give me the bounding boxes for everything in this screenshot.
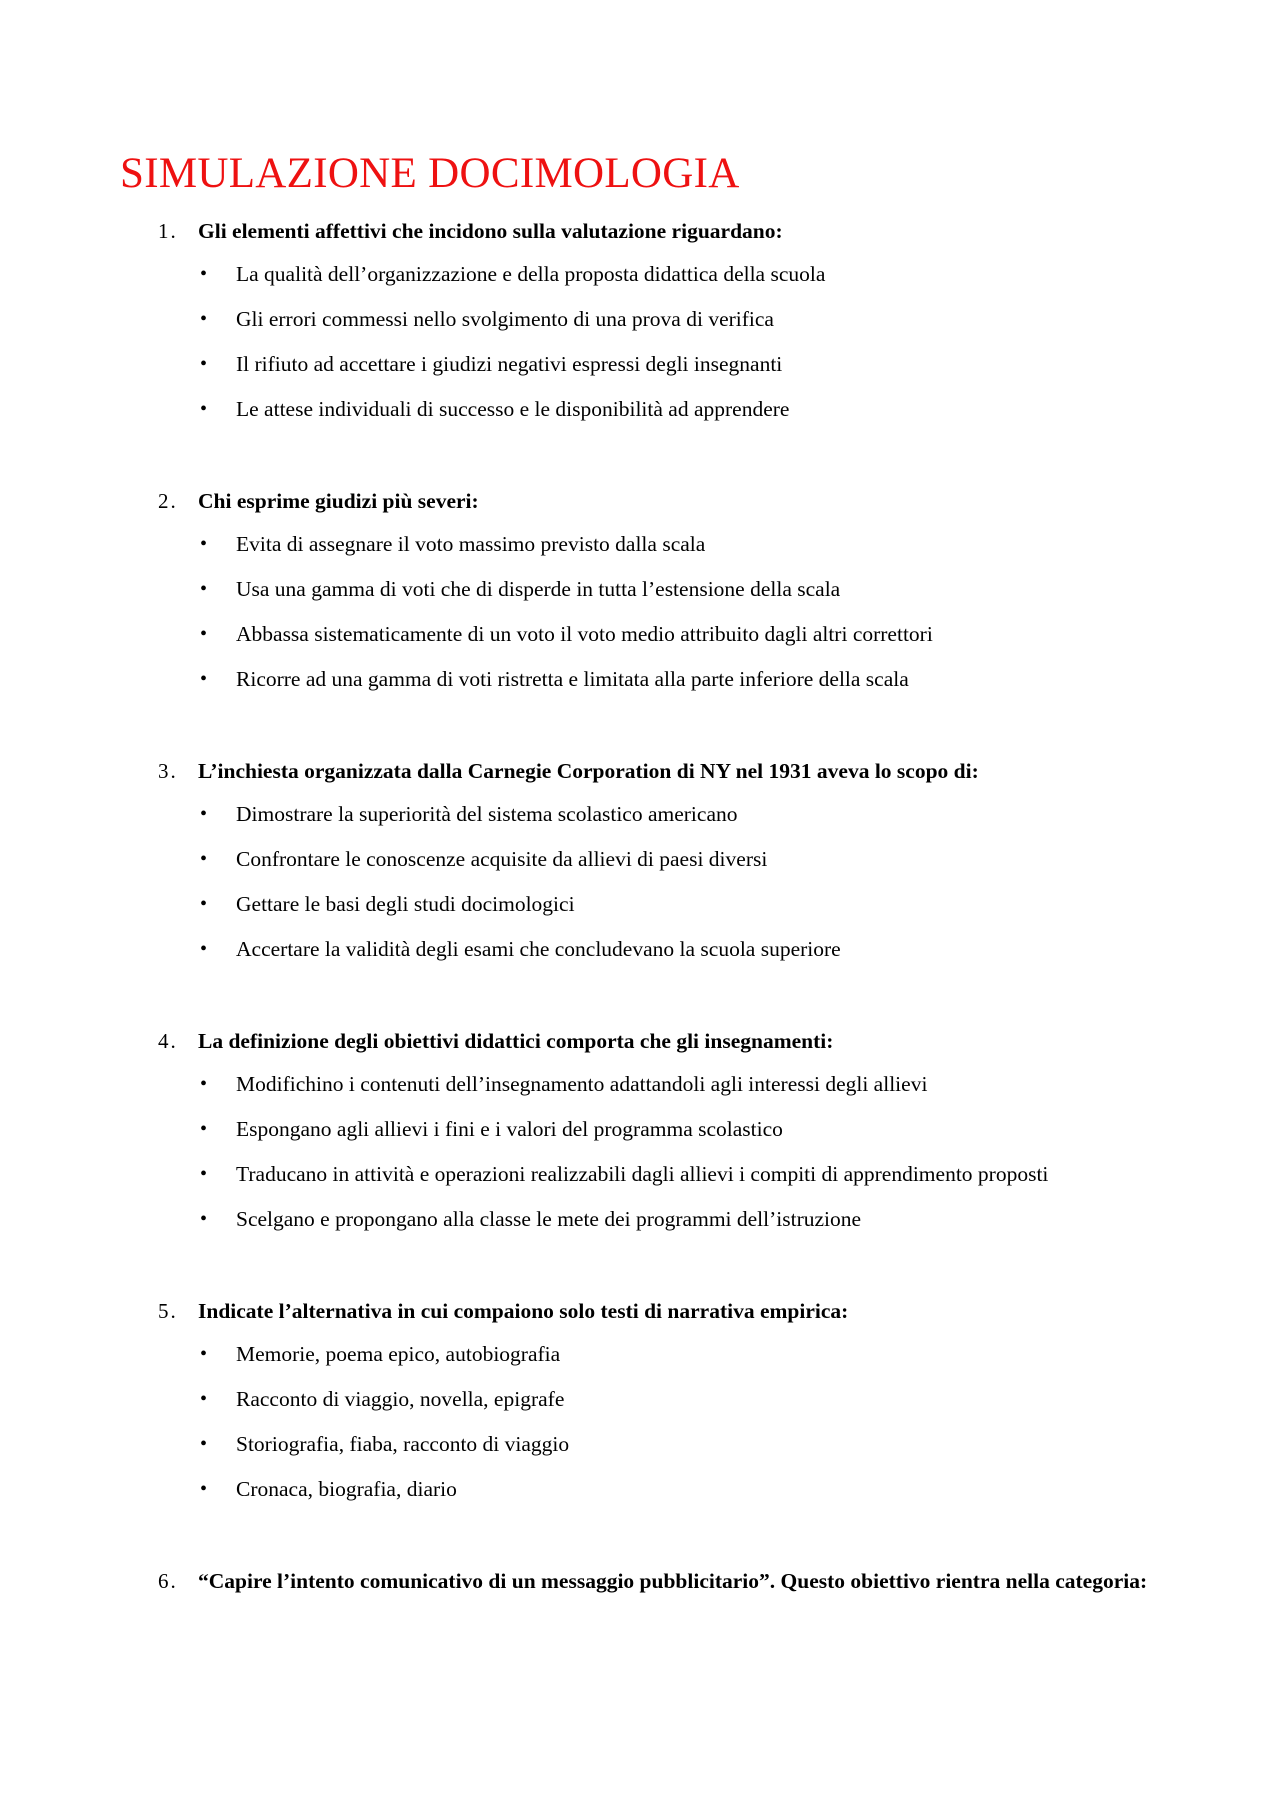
option-text: Memorie, poema epico, autobiografia <box>236 1342 561 1366</box>
bullet-icon: • <box>200 893 208 915</box>
option-text: Confrontare le conoscenze acquisite da allievi di paesi diversi <box>236 847 768 871</box>
question-text: Chi esprime giudizi più severi: <box>198 489 479 513</box>
option-text: Ricorre ad una gamma di voti ristretta e limitata alla parte inferiore della scala <box>236 667 909 691</box>
option-text: Dimostrare la superiorità del sistema scolastico americano <box>236 802 738 826</box>
option-text: Abbassa sistematicamente di un voto il voto medio attribuito dagli altri correttori <box>236 622 933 646</box>
bullet-icon: • <box>200 533 208 555</box>
bullet-icon: • <box>200 398 208 420</box>
question-header <box>0 1028 1280 1055</box>
bullet-icon: • <box>200 263 208 285</box>
bullet-icon: • <box>200 1163 208 1185</box>
question-header <box>0 1298 1280 1325</box>
bullet-icon: • <box>200 623 208 645</box>
bullet-icon: • <box>200 938 208 960</box>
option-text: Scelgano e propongano alla classe le mete dei programmi dell’istruzione <box>236 1207 862 1231</box>
option-list <box>0 261 1280 441</box>
option-item <box>0 531 1280 576</box>
option-item <box>0 846 1280 891</box>
option-list <box>0 1341 1280 1521</box>
option-item <box>0 396 1280 441</box>
bullet-icon: • <box>200 1118 208 1140</box>
question-list <box>0 218 1280 1642</box>
question-3 <box>0 758 1280 981</box>
option-item <box>0 306 1280 351</box>
question-text: “Capire l’intento comunicativo di un messaggio pubblicitario”. Questo obiettivo rientra nella categoria: <box>198 1569 1148 1593</box>
bullet-icon: • <box>200 1388 208 1410</box>
option-item <box>0 621 1280 666</box>
question-header <box>0 488 1280 515</box>
question-header <box>0 1568 1280 1595</box>
option-item <box>0 666 1280 711</box>
option-text: Racconto di viaggio, novella, epigrafe <box>236 1387 565 1411</box>
option-text: Modifichino i contenuti dell’insegnamento adattandoli agli interessi degli allievi <box>236 1072 928 1096</box>
option-text: Accertare la validità degli esami che concludevano la scuola superiore <box>236 937 841 961</box>
option-item <box>0 1341 1280 1386</box>
option-item <box>0 936 1280 981</box>
option-text: Gettare le basi degli studi docimologici <box>236 892 575 916</box>
bullet-icon: • <box>200 1208 208 1230</box>
bullet-icon: • <box>200 1433 208 1455</box>
bullet-icon: • <box>200 1073 208 1095</box>
option-text: Gli errori commessi nello svolgimento di una prova di verifica <box>236 307 774 331</box>
question-1 <box>0 218 1280 441</box>
question-number: 1. <box>158 219 178 243</box>
question-5 <box>0 1298 1280 1521</box>
option-text: Storiografia, fiaba, racconto di viaggio <box>236 1432 570 1456</box>
option-text: Le attese individuali di successo e le disponibilità ad apprendere <box>236 397 790 421</box>
question-2 <box>0 488 1280 711</box>
option-item <box>0 1161 1280 1206</box>
option-item <box>0 351 1280 396</box>
document-title: SIMULAZIONE DOCIMOLOGIA <box>120 150 740 197</box>
option-list <box>0 531 1280 711</box>
option-item <box>0 1431 1280 1476</box>
question-header <box>0 758 1280 785</box>
bullet-icon: • <box>200 803 208 825</box>
option-text: Traducano in attività e operazioni realizzabili dagli allievi i compiti di apprendimento proposti <box>236 1162 1049 1186</box>
question-text: L’inchiesta organizzata dalla Carnegie Corporation di NY nel 1931 aveva lo scopo di: <box>198 759 979 783</box>
bullet-icon: • <box>200 848 208 870</box>
question-number: 2. <box>158 489 178 513</box>
question-text: Gli elementi affettivi che incidono sulla valutazione riguardano: <box>198 219 783 243</box>
option-item <box>0 1116 1280 1161</box>
bullet-icon: • <box>200 1343 208 1365</box>
option-text: Usa una gamma di voti che di disperde in tutta l’estensione della scala <box>236 577 841 601</box>
question-header <box>0 218 1280 245</box>
bullet-icon: • <box>200 308 208 330</box>
option-item <box>0 1476 1280 1521</box>
question-number: 5. <box>158 1299 178 1323</box>
option-text: La qualità dell’organizzazione e della proposta didattica della scuola <box>236 262 826 286</box>
bullet-icon: • <box>200 353 208 375</box>
option-item <box>0 891 1280 936</box>
option-text: Cronaca, biografia, diario <box>236 1477 457 1501</box>
bullet-icon: • <box>200 668 208 690</box>
option-item <box>0 576 1280 621</box>
question-text: Indicate l’alternativa in cui compaiono solo testi di narrativa empirica: <box>198 1299 849 1323</box>
question-number: 6. <box>158 1569 178 1593</box>
question-number: 3. <box>158 759 178 783</box>
option-list <box>0 801 1280 981</box>
question-4 <box>0 1028 1280 1251</box>
bullet-icon: • <box>200 1478 208 1500</box>
option-item <box>0 1071 1280 1116</box>
question-number: 4. <box>158 1029 178 1053</box>
option-text: Espongano agli allievi i fini e i valori del programma scolastico <box>236 1117 783 1141</box>
question-text: La definizione degli obiettivi didattici comporta che gli insegnamenti: <box>198 1029 834 1053</box>
option-list <box>0 1071 1280 1251</box>
option-text: Evita di assegnare il voto massimo previsto dalla scala <box>236 532 706 556</box>
option-item <box>0 261 1280 306</box>
bullet-icon: • <box>200 578 208 600</box>
option-item <box>0 801 1280 846</box>
option-text: Il rifiuto ad accettare i giudizi negativi espressi degli insegnanti <box>236 352 783 376</box>
option-item <box>0 1386 1280 1431</box>
question-6 <box>0 1568 1280 1595</box>
option-item <box>0 1206 1280 1251</box>
